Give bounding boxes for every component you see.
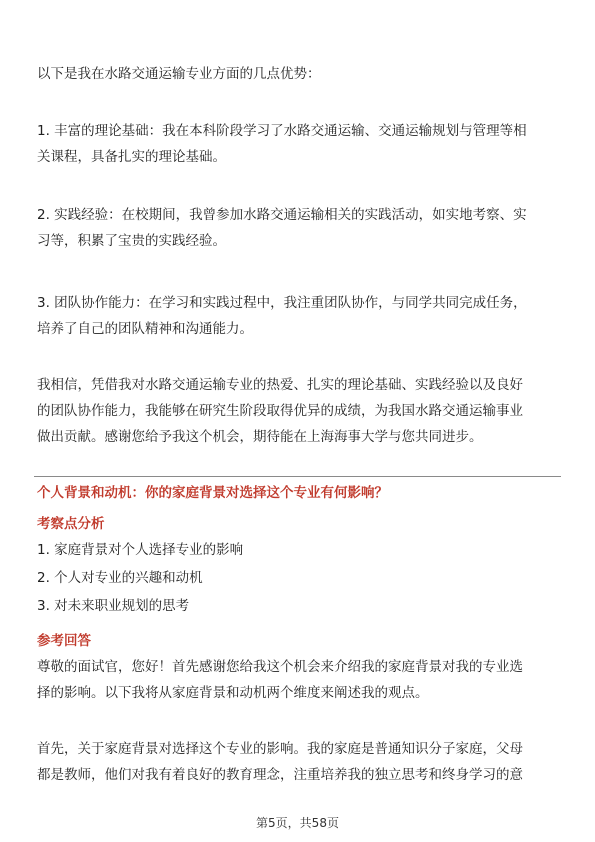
closing-line-2: 的团队协作能力，我能够在研究生阶段取得优异的成绩，为我国水路交通运输事业 (37, 403, 523, 419)
analysis-item: 1. 家庭背景对个人选择专业的影响 (37, 542, 244, 558)
page-footer: 第5页，共58页 (256, 816, 339, 830)
point-3-line-1: 3. 团队协作能力：在学习和实践过程中，我注重团队协作，与同学共同完成任务， (37, 295, 527, 311)
point-3-line-2: 培养了自己的团队精神和沟通能力。 (37, 321, 253, 337)
point-1-line-1: 1. 丰富的理论基础：我在本科阶段学习了水路交通运输、交通运输规划与管理等相 (37, 123, 527, 139)
analysis-heading: 考察点分析 (37, 516, 105, 532)
answer-p1-line-1: 尊敬的面试官，您好！首先感谢您给我这个机会来介绍我的家庭背景对我的专业选 (37, 659, 523, 675)
question-heading: 个人背景和动机：你的家庭背景对选择这个专业有何影响？ (37, 485, 388, 501)
point-2-paragraph (37, 202, 562, 254)
point-1-paragraph (37, 118, 562, 170)
answer-paragraph-1 (37, 654, 562, 706)
point-3-paragraph (37, 290, 562, 342)
analysis-item: 2. 个人对专业的兴趣和动机 (37, 570, 203, 586)
intro-paragraph (37, 61, 562, 87)
intro-line: 以下是我在水路交通运输专业方面的几点优势： (37, 66, 321, 82)
section-divider (34, 476, 561, 477)
closing-line-3: 做出贡献。感谢您给予我这个机会，期待能在上海海事大学与您共同进步。 (37, 429, 483, 445)
point-2-line-1: 2. 实践经验：在校期间，我曾参加水路交通运输相关的实践活动，如实地考察、实 (37, 207, 527, 223)
answer-paragraph-2 (37, 736, 562, 788)
closing-line-1: 我相信，凭借我对水路交通运输专业的热爱、扎实的理论基础、实践经验以及良好 (37, 377, 523, 393)
answer-p2-line-1: 首先，关于家庭背景对选择这个专业的影响。我的家庭是普通知识分子家庭，父母 (37, 741, 523, 757)
answer-p1-line-2: 择的影响。以下我将从家庭背景和动机两个维度来阐述我的观点。 (37, 685, 429, 701)
answer-p2-line-2: 都是教师，他们对我有着良好的教育理念，注重培养我的独立思考和终身学习的意 (37, 767, 523, 783)
analysis-item: 3. 对未来职业规划的思考 (37, 598, 190, 614)
point-2-line-2: 习等，积累了宝贵的实践经验。 (37, 233, 226, 249)
closing-paragraph (37, 372, 562, 450)
answer-heading: 参考回答 (37, 633, 91, 649)
point-1-line-2: 关课程，具备扎实的理论基础。 (37, 149, 226, 165)
